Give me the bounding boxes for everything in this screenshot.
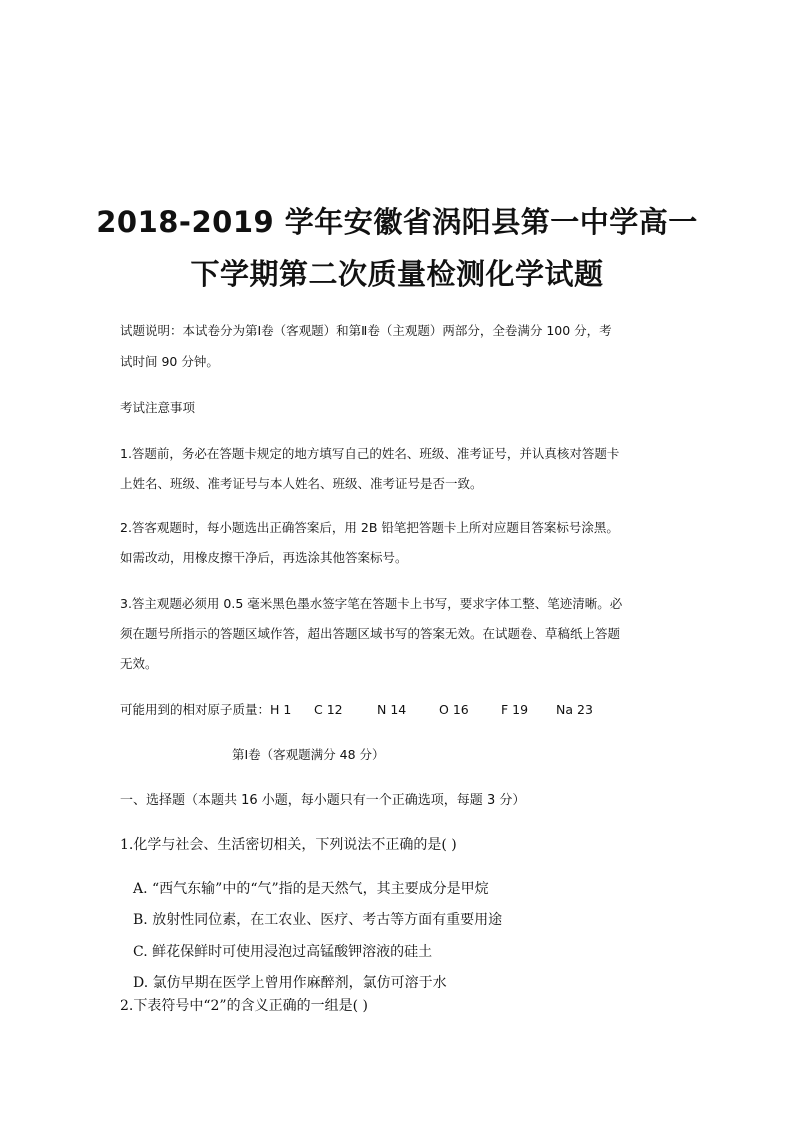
document-title-line1: 2018-2019 学年安徽省涡阳县第一中学高一 [96,205,698,239]
question-1-option-a: A. “西气东输”中的“气”指的是天然气，其主要成分是甲烷 [133,881,489,897]
note-3-line1: 3.答主观题必须用 0.5 毫米黑色墨水签字笔在答题卡上书写，要求字体工整、笔迹清晰。必 [120,596,623,611]
part1-heading: 第Ⅰ卷（客观题满分 48 分） [232,747,385,762]
note-1-line2: 上姓名、班级、准考证号与本人姓名、班级、准考证号是否一致。 [120,476,483,491]
intro-line1: 试题说明：本试卷分为第Ⅰ卷（客观题）和第Ⅱ卷（主观题）两部分，全卷满分 100 分，考 [120,323,612,338]
note-3-line3: 无效。 [120,656,158,671]
atomic-mass-line [120,700,680,718]
atomic-mass-na: Na 23 [556,702,593,717]
section1-heading: 一、选择题（本题共 16 小题，每小题只有一个正确选项，每题 3 分） [120,793,526,808]
atomic-mass-h: H 1 [270,702,292,717]
question-1-stem: 1.化学与社会、生活密切相关，下列说法不正确的是( ) [120,837,457,853]
atomic-mass-n: N 14 [377,702,407,717]
intro-line2: 试时间 90 分钟。 [120,354,219,369]
question-1-option-b: B. 放射性同位素，在工农业、医疗、考古等方面有重要用途 [133,912,503,928]
atomic-mass-f: F 19 [501,702,529,717]
note-3-line2: 须在题号所指示的答题区域作答，超出答题区域书写的答案无效。在试题卷、草稿纸上答题 [120,626,621,641]
note-2-line1: 2.答客观题时，每小题选出正确答案后，用 2B 铅笔把答题卡上所对应题目答案标号涂黑。 [120,520,619,535]
atomic-mass-o: O 16 [439,702,469,717]
document-title-line2: 下学期第二次质量检测化学试题 [190,257,604,291]
note-2-line2: 如需改动，用橡皮擦干净后，再选涂其他答案标号。 [120,550,408,565]
atomic-mass-label: 可能用到的相对原子质量： [120,702,271,717]
note-1-line1: 1.答题前，务必在答题卡规定的地方填写自己的姓名、班级、准考证号，并认真核对答题卡 [120,446,620,461]
question-1-option-d: D. 氯仿早期在医学上曾用作麻醉剂，氯仿可溶于水 [133,975,447,991]
atomic-mass-c: C 12 [314,702,343,717]
notes-heading: 考试注意事项 [120,400,196,415]
question-2-stem: 2.下表符号中“2”的含义正确的一组是( ) [120,998,368,1014]
question-1-option-c: C. 鲜花保鲜时可使用浸泡过高锰酸钾溶液的硅土 [133,944,433,960]
